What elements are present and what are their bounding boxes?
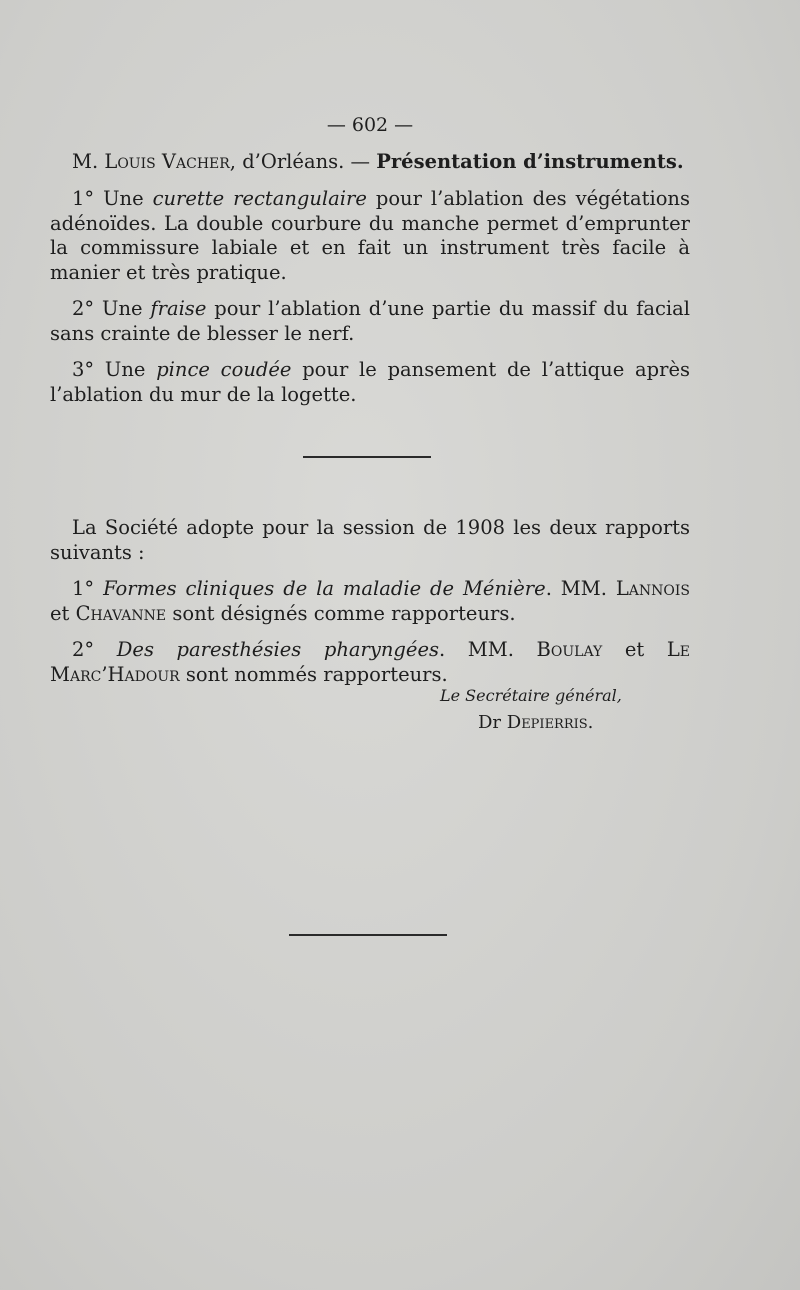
item-1 <box>50 187 690 285</box>
report-2-name-1: Boulay <box>536 638 603 661</box>
item-3-term: pince coudée <box>156 358 292 381</box>
header-author: Louis Vacher <box>104 150 230 173</box>
report-2 <box>50 638 690 687</box>
society-intro <box>50 516 690 565</box>
item-3-text: pour le pansement de l’attique après l’ablation du mur de la logette. <box>50 358 690 406</box>
header-title: Présentation d’instruments. <box>376 150 684 173</box>
society-intro-text: La Société adopte pour la session de 1908 les deux rapports suivants : <box>50 516 690 564</box>
signature-title: Dr <box>478 712 507 733</box>
report-2-title: Des paresthésies pharyngées <box>116 638 439 661</box>
header-place: , d’Orléans. — <box>229 150 377 173</box>
header-prefix: M. <box>72 150 105 173</box>
report-1-text: sont désignés comme rapporteurs. <box>166 601 516 625</box>
signature-surname: Depierris. <box>506 712 594 733</box>
item-2-text: pour l’ablation d’une partie du massif du facial sans crainte de blesser le nerf. <box>50 297 690 345</box>
item-2 <box>50 297 690 346</box>
report-2-name-2: Le Marc’Hadour <box>50 638 691 686</box>
article-header <box>50 150 690 175</box>
item-2-term: fraise <box>150 297 207 320</box>
item-1-number: 1° Une <box>72 187 153 210</box>
section-divider <box>303 456 431 458</box>
item-3 <box>50 358 690 407</box>
signature-role: Le Secrétaire général, <box>440 686 622 705</box>
item-1-text: pour l’ablation des végétations adénoïdes. La double courbure du manche permet d’emprunter la commissure labiale et en fait un instrument très facile à manier et très pratique. <box>50 187 690 284</box>
report-1-name-2: Chavanne <box>75 601 167 625</box>
item-2-number: 2° Une <box>72 297 151 320</box>
report-2-number: 2° <box>72 638 117 661</box>
report-2-mm: . MM. <box>439 638 537 661</box>
report-1-number: 1° <box>72 577 104 600</box>
report-1 <box>50 577 690 626</box>
item-1-term: curette rectangulaire <box>152 187 367 210</box>
page-number: — 602 — <box>326 114 414 136</box>
report-1-mm: . MM. <box>545 577 616 600</box>
item-3-number: 3° Une <box>72 358 157 381</box>
signature-name <box>478 712 593 733</box>
report-2-text: sont nommés rapporteurs. <box>179 662 448 686</box>
report-1-name-1: Lannois <box>615 577 690 600</box>
report-1-and: et <box>50 601 76 625</box>
report-1-title: Formes cliniques de la maladie de Ménière <box>103 577 546 600</box>
end-divider <box>289 934 447 936</box>
report-2-and: et <box>602 638 667 661</box>
